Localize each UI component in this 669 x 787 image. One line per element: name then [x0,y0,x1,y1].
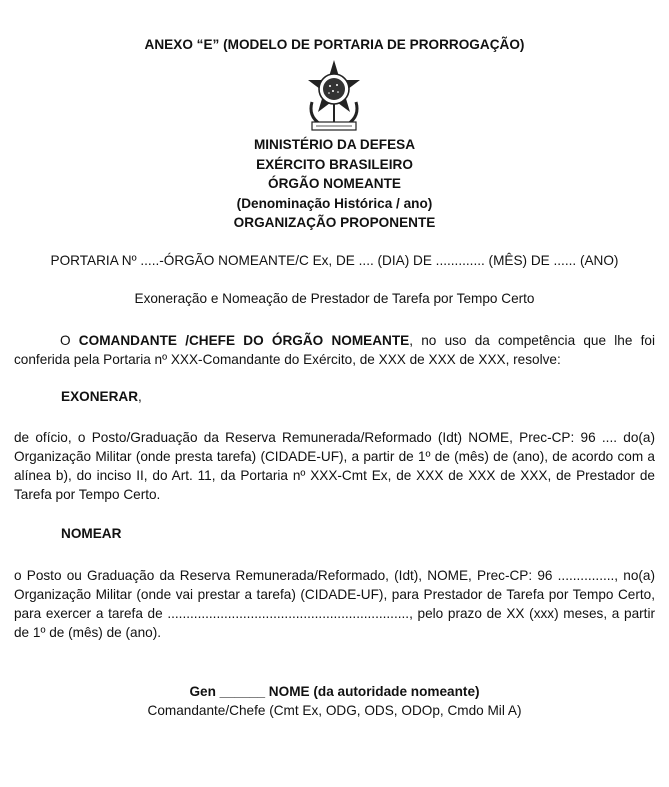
exonerar-comma: , [138,389,142,404]
nomear-heading: NOMEAR [61,526,122,541]
intro-prefix: O [60,333,79,348]
portaria-line: PORTARIA Nº .....-ÓRGÃO NOMEANTE/C Ex, DE .... (DIA) DE ............. (MÊS) DE ...... (ANO) [50,253,619,268]
exonerar-heading [61,389,142,404]
header-ministry: MINISTÉRIO DA DEFESA [253,137,416,152]
brazil-coat-of-arms-icon [302,58,366,134]
nomear-paragraph: o Posto ou Graduação da Reserva Remunerada/Reformado, (Idt), NOME, Prec-CP: 96 ..............., no(a) Organização Militar (onde vai prestar a tarefa) (CIDADE-UF), para Prestador de Tarefa por Tempo Certo, para exercer a tarefa de ................................................................, pelo prazo de XX (xxx) meses, a partir de 1º de (mês) de (ano). [14,568,655,640]
header-proposing-org: ORGANIZAÇÃO PROPONENTE [233,215,436,230]
intro-paragraph [14,331,655,369]
signature-name: Gen ______ NOME (da autoridade nomeante) [189,684,480,699]
intro-rest: , no uso da competência que lhe foi conferida pela Portaria nº XXX-Comandante do Exército, de XXX de XXX de XXX, resolve: [14,333,655,367]
header-historical-name: (Denominação Histórica / ano) [236,195,433,211]
subject-line: Exoneração e Nomeação de Prestador de Tarefa por Tempo Certo [134,291,535,306]
signature-block [0,682,669,720]
intro-authority: COMANDANTE /CHEFE DO ÓRGÃO NOMEANTE [78,333,410,348]
annex-title: ANEXO “E” (MODELO DE PORTARIA DE PRORROGAÇÃO) [144,37,525,52]
signature-role: Comandante/Chefe (Cmt Ex, ODG, ODS, ODOp, Cmdo Mil A) [147,703,522,718]
header-army: EXÉRCITO BRASILEIRO [256,156,413,172]
header-block [0,135,669,233]
header-appointing-body: ÓRGÃO NOMEANTE [268,176,401,191]
exonerar-label: EXONERAR [61,389,139,404]
exonerar-paragraph: de ofício, o Posto/Graduação da Reserva Remunerada/Reformado (Idt) NOME, Prec-CP: 96 .... do(a) Organização Militar (onde presta tarefa) (CIDADE-UF), a partir de 1º de (mês) de (ano), de acordo com a alínea b), do inciso II, do Art. 11, da Portaria nº XXX-Cmt Ex, de XXX de XXX de XXX, de Prestador de Tarefa por Tempo Certo. [14,430,655,502]
